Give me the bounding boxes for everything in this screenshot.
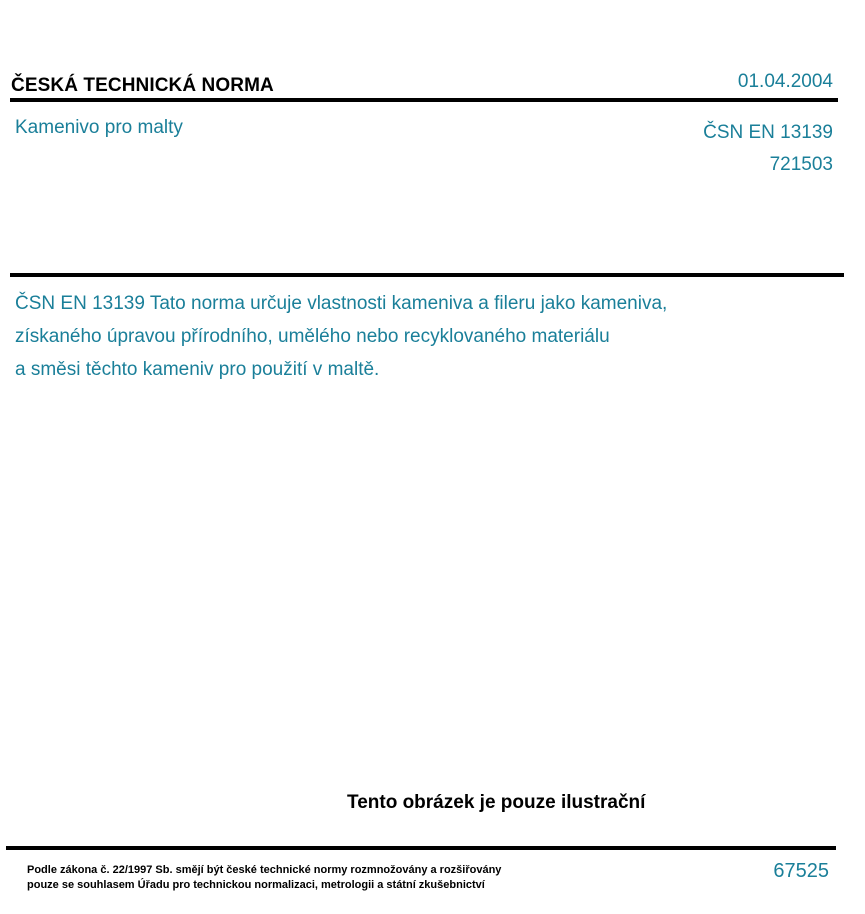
description-line: ČSN EN 13139 Tato norma určuje vlastnosti kameniva a fileru jako kameniva, bbox=[15, 293, 668, 314]
description-line: a směsi těchto kameniv pro použití v maltě. bbox=[15, 359, 380, 380]
class-number: 721503 bbox=[769, 154, 833, 175]
footer-rule bbox=[6, 846, 836, 850]
standard-codes bbox=[703, 117, 833, 181]
product-number: 67525 bbox=[773, 860, 829, 882]
legal-line: pouze se souhlasem Úřadu pro technickou normalizaci, metrologii a státní zkušebnictví bbox=[27, 879, 485, 891]
header-rule bbox=[10, 98, 838, 102]
legal-notice bbox=[27, 863, 501, 893]
legal-line: Podle zákona č. 22/1997 Sb. smějí být české technické normy rozmnožovány a rozšiřovány bbox=[27, 864, 502, 876]
description bbox=[15, 287, 815, 386]
standard-title: Kamenivo pro malty bbox=[15, 117, 183, 138]
issue-date: 01.04.2004 bbox=[737, 71, 833, 92]
section-rule bbox=[10, 273, 844, 277]
norm-label: ČESKÁ TECHNICKÁ NORMA bbox=[11, 75, 274, 96]
description-line: získaného úpravou přírodního, umělého nebo recyklovaného materiálu bbox=[15, 326, 610, 347]
standard-code: ČSN EN 13139 bbox=[703, 122, 833, 143]
illustration-notice: Tento obrázek je pouze ilustrační bbox=[347, 792, 646, 813]
